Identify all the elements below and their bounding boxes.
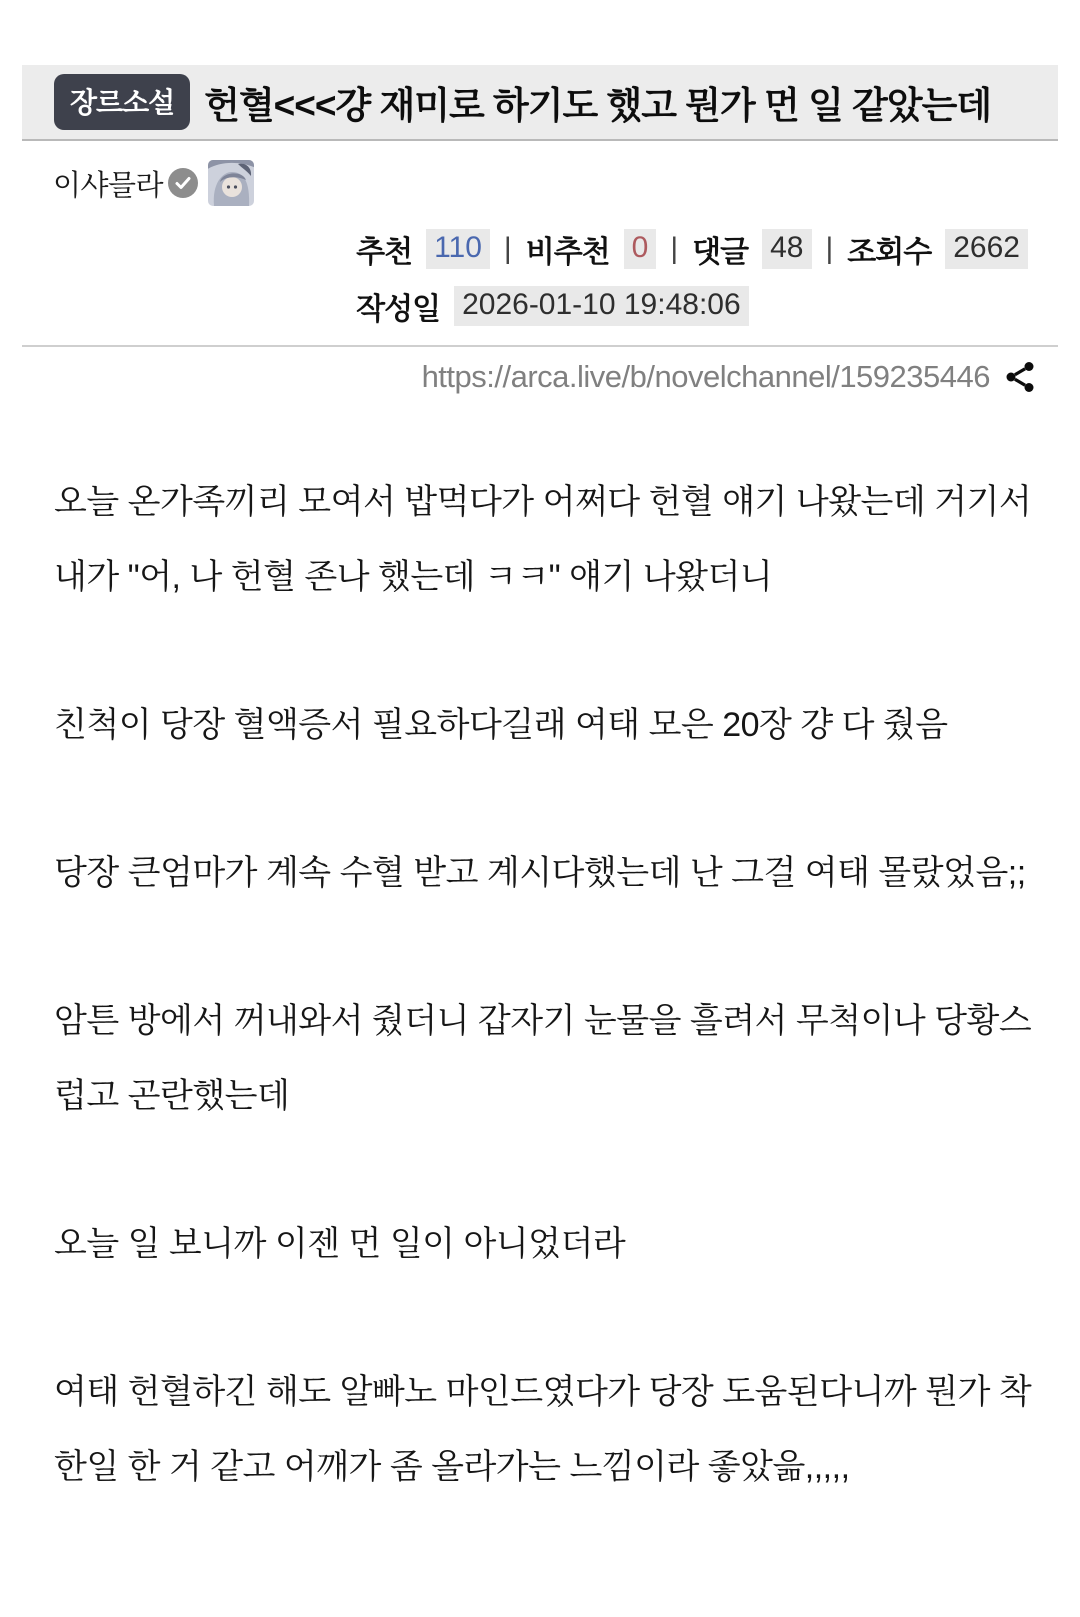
url-row: [0, 359, 1038, 395]
stats-row-counts: [356, 227, 1028, 271]
body-paragraph: 오늘 일 보니까 이젠 먼 일이 아니었더라: [54, 1225, 626, 1263]
stats-row-date: [356, 284, 749, 328]
views-count: 2662: [945, 229, 1028, 269]
post-title-bar: [22, 65, 1058, 141]
body-paragraph: 당장 큰엄마가 계속 수혈 받고 계시다했는데 난 그걸 여태 몰랐었음;;: [54, 854, 1026, 892]
upvote-label: 추천: [356, 236, 413, 269]
body-paragraph: 친척이 당장 혈액증서 필요하다길래 여태 모은 20장 걍 다 줬음: [54, 706, 948, 744]
post-title: 헌혈<<<걍 재미로 하기도 했고 뭔가 먼 일 같았는데: [204, 85, 992, 126]
date-label: 작성일: [356, 293, 441, 326]
verified-check-icon: [168, 168, 198, 198]
author-avatar[interactable]: [208, 160, 254, 206]
category-badge[interactable]: 장르소설: [54, 74, 190, 130]
comments-label: 댓글: [692, 236, 749, 269]
post-url[interactable]: https://arca.live/b/novelchannel/159235446: [421, 359, 990, 394]
stat-separator: |: [503, 232, 512, 265]
post-stats: [356, 227, 1028, 328]
body-paragraph: 암튼 방에서 꺼내와서 줬더니 갑자기 눈물을 흘려서 무척이나 당황스럽고 곤란했는데: [54, 1002, 1032, 1115]
downvote-count: 0: [624, 229, 657, 269]
author-name[interactable]: 이샤믈라: [53, 169, 164, 202]
body-paragraph: 오늘 온가족끼리 모여서 밥먹다가 어쩌다 헌혈 얘기 나왔는데 거기서 내가 "어, 나 헌혈 존나 했는데 ㅋㅋ" 얘기 나왔더니: [54, 483, 1032, 596]
section-divider: [22, 345, 1058, 347]
stat-separator: |: [670, 232, 679, 265]
body-paragraph: 여태 헌혈하긴 해도 알빠노 마인드였다가 당장 도움된다니까 뭔가 착한일 한 거 같고 어깨가 좀 올라가는 느낌이라 좋았읆,,,,,: [54, 1373, 1032, 1486]
comments-count: 48: [762, 229, 811, 269]
upvote-count: 110: [426, 229, 490, 269]
post-body: [54, 465, 1042, 1505]
stat-separator: |: [825, 232, 834, 265]
downvote-label: 비추천: [525, 236, 610, 269]
date-value: 2026-01-10 19:48:06: [454, 286, 749, 326]
author-row: [53, 159, 1080, 207]
share-icon[interactable]: [1002, 359, 1038, 395]
views-label: 조회수: [847, 236, 932, 269]
